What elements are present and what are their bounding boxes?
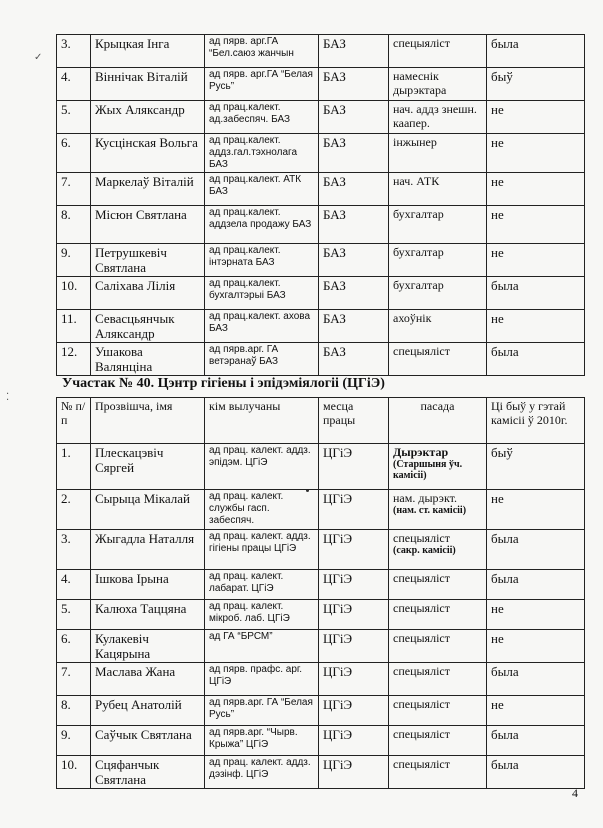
workplace: БАЗ [319, 35, 389, 68]
row-number: 5. [57, 600, 91, 630]
workplace: ЦГіЭ [319, 530, 389, 570]
member-name: Сцяфанчык Святлана [91, 756, 205, 789]
row-number: 3. [57, 35, 91, 68]
position [389, 600, 487, 630]
section-title: Участак № 40. Цэнтр гігіены і эпідэміялогіі (ЦГіЭ) [62, 376, 385, 391]
table-header-row [57, 398, 585, 444]
position: бухгалтар [389, 244, 487, 277]
position-title: спецыяліст [393, 697, 450, 711]
workplace: ЦГіЭ [319, 444, 389, 490]
members-table-baz [56, 34, 585, 376]
was-in-commission: была [487, 663, 585, 696]
nominated-by: ад пярв.арг. ГА ветэранаў БАЗ [205, 343, 319, 376]
nominated-by: ад прац.калект. аддзела продажу БАЗ [205, 206, 319, 244]
position-note: (сакр. камісіі) [393, 545, 456, 556]
workplace: ЦГіЭ [319, 756, 389, 789]
scan-mark-icon: ✓ [34, 52, 43, 63]
position: спецыяліст [389, 35, 487, 68]
member-name: Маркелаў Віталій [91, 173, 205, 206]
was-in-commission: была [487, 35, 585, 68]
nominated-by: ад прац.калект. аддз.гал.тэхнолага БАЗ [205, 134, 319, 173]
table-row [57, 173, 585, 206]
table-row [57, 600, 585, 630]
was-in-commission: была [487, 570, 585, 600]
member-name: Ішкова Ірына [91, 570, 205, 600]
member-name: Крыцкая Інга [91, 35, 205, 68]
workplace: БАЗ [319, 310, 389, 343]
workplace: ЦГіЭ [319, 726, 389, 756]
position-title: спецыяліст [393, 571, 450, 585]
nominated-by: ад пярв. прафс. арг. ЦГіЭ [205, 663, 319, 696]
workplace: БАЗ [319, 206, 389, 244]
row-number: 8. [57, 206, 91, 244]
table-row [57, 101, 585, 134]
workplace: ЦГіЭ [319, 630, 389, 663]
position [389, 630, 487, 663]
row-number: 2. [57, 490, 91, 530]
row-number: 3. [57, 530, 91, 570]
row-number: 4. [57, 68, 91, 101]
table-row [57, 206, 585, 244]
header-place: месца працы [319, 398, 389, 444]
position-title: спецыяліст [393, 727, 450, 741]
was-in-commission: не [487, 101, 585, 134]
workplace: ЦГіЭ [319, 490, 389, 530]
position: нач. АТК [389, 173, 487, 206]
row-number: 9. [57, 244, 91, 277]
was-in-commission: была [487, 530, 585, 570]
position: спецыяліст [389, 343, 487, 376]
was-in-commission: быў [487, 444, 585, 490]
member-name: Ушакова Валянціна [91, 343, 205, 376]
nominated-by: ад прац. калект. мікроб. лаб. ЦГіЭ [205, 600, 319, 630]
position [389, 530, 487, 570]
was-in-commission: была [487, 756, 585, 789]
was-in-commission: не [487, 206, 585, 244]
position [389, 663, 487, 696]
header-org: кім вылучаны [205, 398, 319, 444]
nominated-by: ад пярв. арг.ГА “Белая Русь” [205, 68, 319, 101]
position-note: (нам. ст. камісіі) [393, 505, 467, 516]
position: інжынер [389, 134, 487, 173]
nominated-by: ад прац. калект. аддз. гігіены працы ЦГіЭ [205, 530, 319, 570]
position-title: спецыяліст [393, 664, 450, 678]
was-in-commission: не [487, 173, 585, 206]
workplace: БАЗ [319, 343, 389, 376]
position-title: спецыяліст [393, 631, 450, 645]
position-note: (Старшыня ўч. камісіі) [393, 459, 463, 481]
members-table-cgie [56, 397, 585, 789]
row-number: 12. [57, 343, 91, 376]
member-name: Калюха Таццяна [91, 600, 205, 630]
workplace: ЦГіЭ [319, 696, 389, 726]
member-name: Місюн Святлана [91, 206, 205, 244]
member-name: Саўчык Святлана [91, 726, 205, 756]
workplace: БАЗ [319, 173, 389, 206]
nominated-by: ад прац. калект. лабарат. ЦГіЭ [205, 570, 319, 600]
nominated-by: ад пярв.арг. “Чырв. Крыжа” ЦГіЭ [205, 726, 319, 756]
position [389, 570, 487, 600]
header-name: Прозвішча, імя [91, 398, 205, 444]
was-in-commission: была [487, 277, 585, 310]
workplace: БАЗ [319, 277, 389, 310]
table-row [57, 277, 585, 310]
table-row [57, 530, 585, 570]
was-in-commission: не [487, 696, 585, 726]
was-in-commission: не [487, 490, 585, 530]
row-number: 1. [57, 444, 91, 490]
member-name: Плескацэвіч Сяргей [91, 444, 205, 490]
nominated-by: ад прац.калект. АТК БАЗ [205, 173, 319, 206]
row-number: 6. [57, 134, 91, 173]
workplace: БАЗ [319, 244, 389, 277]
member-name: Жых Аляксандр [91, 101, 205, 134]
workplace: БАЗ [319, 101, 389, 134]
nominated-by: ад прац. калект. аддз. эпідэм. ЦГіЭ [205, 444, 319, 490]
workplace: ЦГіЭ [319, 663, 389, 696]
member-name: Севасцьянчык Аляксандр [91, 310, 205, 343]
nominated-by: ад пярв. арг.ГА “Бел.саюз жанчын [205, 35, 319, 68]
row-number: 8. [57, 696, 91, 726]
position [389, 444, 487, 490]
member-name: Віннічак Віталій [91, 68, 205, 101]
position: бухгалтар [389, 206, 487, 244]
table-row [57, 310, 585, 343]
table-row [57, 570, 585, 600]
row-number: 9. [57, 726, 91, 756]
was-in-commission: не [487, 244, 585, 277]
table-row [57, 343, 585, 376]
row-number: 10. [57, 756, 91, 789]
position: бухгалтар [389, 277, 487, 310]
table-row [57, 630, 585, 663]
was-in-commission: не [487, 600, 585, 630]
member-name: Рубец Анатолій [91, 696, 205, 726]
position [389, 756, 487, 789]
position [389, 696, 487, 726]
member-name: Кусцінская Вольга [91, 134, 205, 173]
table-row [57, 756, 585, 789]
nominated-by: ад прац.калект. ахова БАЗ [205, 310, 319, 343]
table-row [57, 726, 585, 756]
scan-mark-icon: ⁚ [6, 392, 10, 403]
member-name: Кулакевіч Кацярына [91, 630, 205, 663]
position [389, 490, 487, 530]
member-name: Маслава Жана [91, 663, 205, 696]
nominated-by: ад прац. калект. аддз. дэзінф. ЦГіЭ [205, 756, 319, 789]
position-title: спецыяліст [393, 531, 450, 545]
workplace: БАЗ [319, 134, 389, 173]
was-in-commission: не [487, 134, 585, 173]
member-name: Саліхава Лілія [91, 277, 205, 310]
position-title: спецыяліст [393, 601, 450, 615]
position: намеснік дырэктара [389, 68, 487, 101]
position-title: спецыяліст [393, 757, 450, 771]
was-in-commission: быў [487, 68, 585, 101]
position-title: нам. дырэкт. [393, 491, 457, 505]
was-in-commission: не [487, 310, 585, 343]
row-number: 6. [57, 630, 91, 663]
member-name: Жыгадла Наталля [91, 530, 205, 570]
position-title: Дырэктар [393, 445, 449, 459]
nominated-by: ад ГА “БРСМ” [205, 630, 319, 663]
member-name: Петрушкевіч Святлана [91, 244, 205, 277]
table-row [57, 35, 585, 68]
table-row [57, 444, 585, 490]
position: ахоўнік [389, 310, 487, 343]
page-number: 4 [572, 786, 578, 800]
table-row [57, 244, 585, 277]
row-number: 7. [57, 663, 91, 696]
nominated-by: ад пярв.арг. ГА “Белая Русь” [205, 696, 319, 726]
workplace: ЦГіЭ [319, 600, 389, 630]
nominated-by: ад прац.калект. ад.забеспяч. БАЗ [205, 101, 319, 134]
table-row [57, 663, 585, 696]
member-name: Сырыца Мікалай [91, 490, 205, 530]
header-num: № п/п [57, 398, 91, 444]
was-in-commission: была [487, 726, 585, 756]
was-in-commission: не [487, 630, 585, 663]
was-in-commission: была [487, 343, 585, 376]
nominated-by: ад прац. калект. службы гасп. забеспяч. [205, 490, 319, 530]
workplace: ЦГіЭ [319, 570, 389, 600]
workplace: БАЗ [319, 68, 389, 101]
nominated-by: ад прац.калект. бухгалтэрыі БАЗ [205, 277, 319, 310]
table-row [57, 696, 585, 726]
row-number: 5. [57, 101, 91, 134]
header-was: Ці быў у гэтай камісіі ў 2010г. [487, 398, 585, 444]
row-number: 11. [57, 310, 91, 343]
row-number: 10. [57, 277, 91, 310]
nominated-by: ад прац.калект. інтэрната БАЗ [205, 244, 319, 277]
row-number: 4. [57, 570, 91, 600]
position [389, 726, 487, 756]
header-position: пасада [389, 398, 487, 444]
table-row [57, 134, 585, 173]
row-number: 7. [57, 173, 91, 206]
table-row [57, 490, 585, 530]
position: нач. аддз знешн. каапер. [389, 101, 487, 134]
table-row [57, 68, 585, 101]
